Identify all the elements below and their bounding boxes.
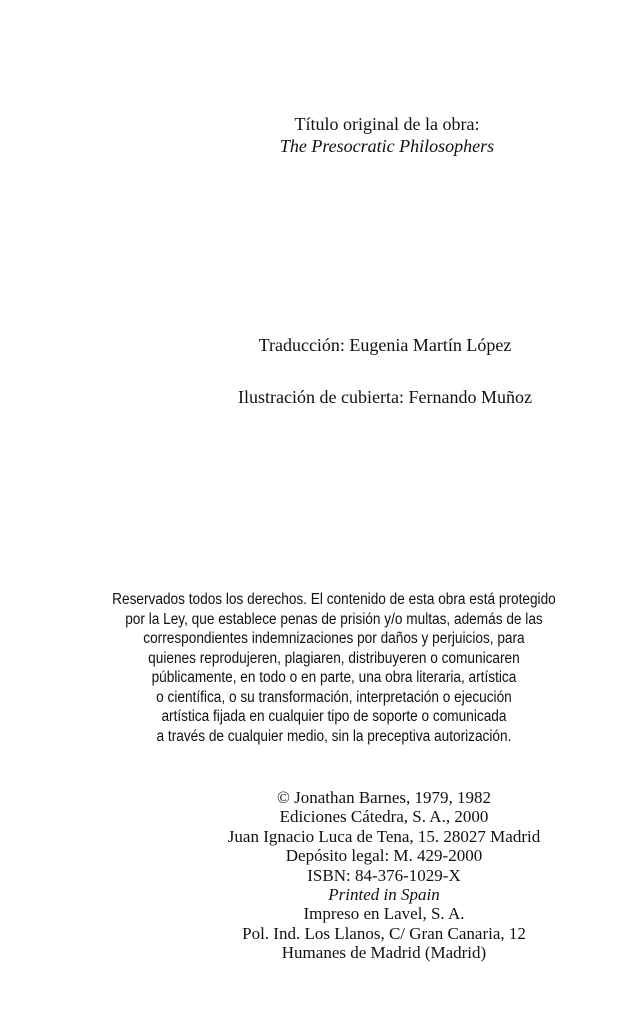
rights-line: quienes reprodujeren, plagiaren, distribuyeren o comunicaren — [148, 649, 520, 667]
printer-city: Humanes de Madrid (Madrid) — [281, 943, 487, 963]
publisher-line: Ediciones Cátedra, S. A., 2000 — [279, 807, 489, 827]
rights-notice — [38, 590, 599, 746]
cover-illustration-credit: Ilustración de cubierta: Fernando Muñoz — [238, 387, 532, 407]
original-title: The Presocratic Philosophers — [279, 136, 495, 156]
publisher-address: Juan Ignacio Luca de Tena, 15. 28027 Madrid — [227, 826, 541, 846]
printed-in: Printed in Spain — [328, 885, 440, 905]
original-title-label: Título original de la obra: — [294, 114, 480, 134]
translation-credit: Traducción: Eugenia Martín López — [258, 335, 512, 355]
rights-line: correspondientes indemnizaciones por daños y perjuicios, para — [143, 630, 525, 647]
rights-line: públicamente, en todo o en parte, una obra literaria, artística — [151, 669, 517, 686]
rights-line: Reservados todos los derechos. El contenido de esta obra está protegido — [112, 591, 556, 608]
original-title-block — [0, 113, 638, 157]
colophon — [0, 788, 638, 963]
rights-line: a través de cualquier medio, sin la preceptiva autorización. — [156, 727, 512, 745]
printer-address: Pol. Ind. Los Llanos, C/ Gran Canaria, 12 — [242, 923, 526, 943]
legal-deposit: Depósito legal: M. 429-2000 — [285, 846, 483, 866]
rights-line: por la Ley, que establece penas de prisión y/o multas, además de las — [125, 610, 543, 628]
rights-line: artística fijada en cualquier tipo de soporte o comunicada — [161, 708, 507, 725]
copyright-line: © Jonathan Barnes, 1979, 1982 — [276, 788, 492, 807]
rights-line: o científica, o su transformación, interpretación o ejecución — [156, 688, 512, 706]
isbn: ISBN: 84-376-1029-X — [307, 865, 461, 885]
printer-line: Impreso en Lavel, S. A. — [303, 904, 465, 924]
